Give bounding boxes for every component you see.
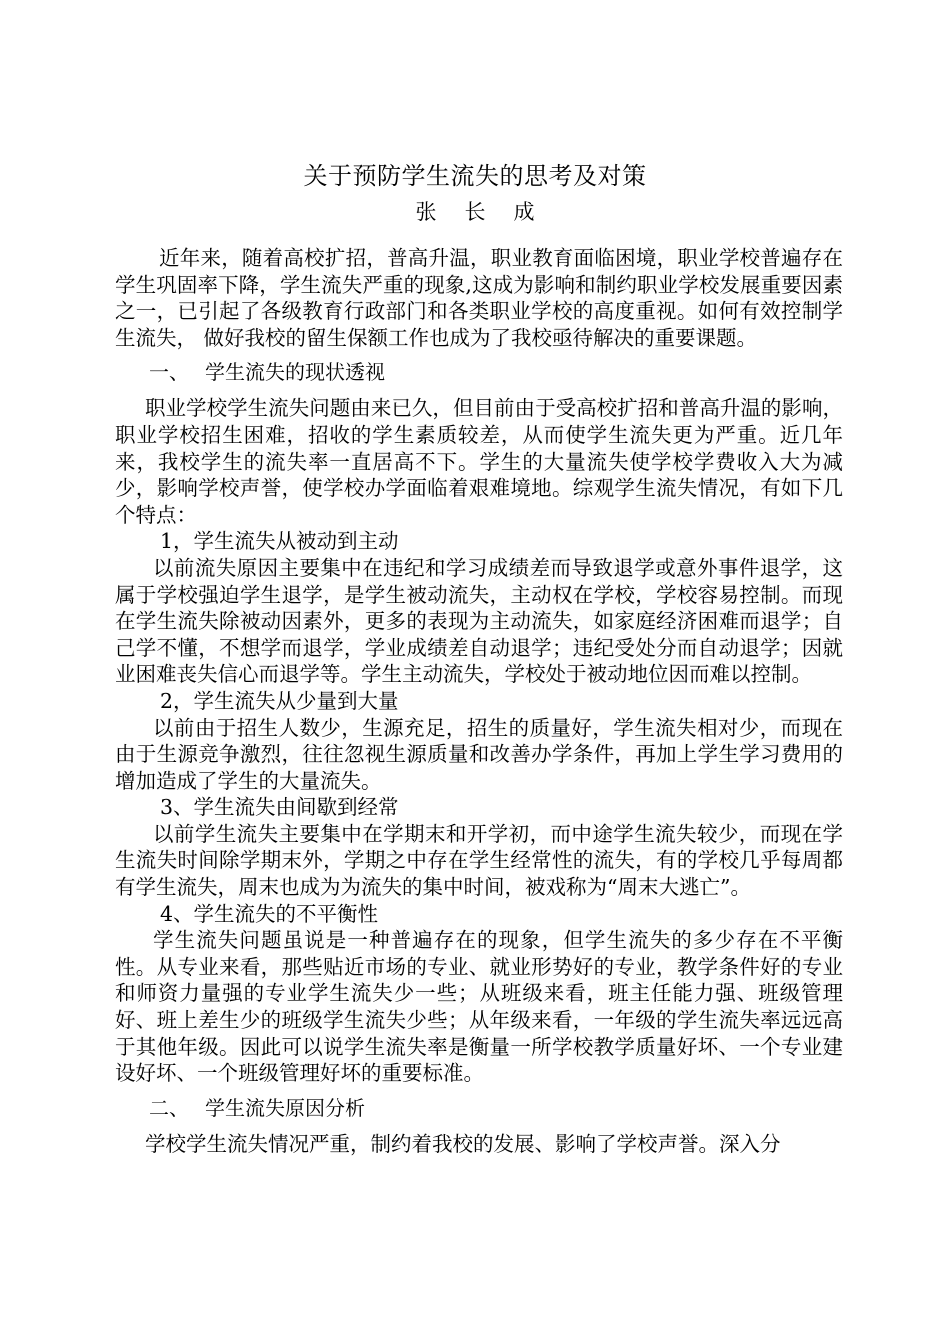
section-number: 一、 <box>149 360 189 385</box>
item-paragraph: 以前学生流失主要集中在学期末和开学初，而中途学生流失较少，而现在学生流失时间除学期末外，学期之中存在学生经常性的流失，有的学校几乎每周都有学生流失，周末也成为为流失的集中时间，被戏称为“周末大逃亡”。 <box>115 821 843 900</box>
intro-paragraph: 近年来，随着高校扩招，普高升温，职业教育面临困境，职业学校普遍存在学生巩固率下降，学生流失严重的现象,这成为影响和制约职业学校发展重要因素之一，已引起了各级教育行政部门和各类职业学校的高度重视。如何有效控制学生流失， 做好我校的留生保额工作也成为了我校亟待解决的重要课题。 <box>115 246 843 350</box>
item-heading: 2，学生流失从少量到大量 <box>160 688 399 713</box>
section-title: 学生流失原因分析 <box>205 1095 365 1120</box>
section-heading <box>115 359 843 385</box>
item-paragraph: 学生流失问题虽说是一种普遍存在的现象，但学生流失的多少存在不平衡性。从专业来看，那些贴近市场的专业、就业形势好的专业，教学条件好的专业和师资力量强的专业学生流失少一些；从班级来看，班主任能力强、班级管理好、班上差生少的班级学生流失少些；从年级来看，一年级的学生流失率远远高于其他年级。因此可以说学生流失率是衡量一所学校教学质量好坏、一个专业建设好坏、一个班级管理好坏的重要标准。 <box>115 928 843 1086</box>
spacer <box>115 1121 843 1131</box>
item-paragraph: 以前由于招生人数少，生源充足，招生的质量好，学生流失相对少，而现在由于生源竞争激烈，往往忽视生源质量和改善办学条件，再加上学生学习费用的增加造成了学生的大量流失。 <box>115 715 843 793</box>
spacer <box>115 351 843 359</box>
document-title: 关于预防学生流失的思考及对策 <box>303 162 647 190</box>
document-body <box>115 245 843 1157</box>
section-paragraph: 学校学生流失情况严重，制约着我校的发展、影响了学校声誉。深入分 <box>145 1131 781 1156</box>
item-heading: 4、学生流失的不平衡性 <box>160 901 379 926</box>
spacer <box>115 385 843 395</box>
section-paragraph: 职业学校学生流失问题由来已久，但目前由于受高校扩招和普高升温的影响，职业学校招生困难，招收的学生素质较差，从而使学生流失更为严重。近几年来，我校学生的流失率一直居高不下。学生的大量流失使学校学费收入大为减少，影响学校声誉，使学校办学面临着艰难境地。综观学生流失情况，有如下几个特点： <box>115 396 843 527</box>
document-author: 张长成 <box>415 200 563 224</box>
section-heading <box>115 1095 843 1121</box>
item-heading: 3、学生流失由间歇到经常 <box>160 795 399 820</box>
item-heading: 1，学生流失从被动到主动 <box>160 529 399 554</box>
section-title: 学生流失的现状透视 <box>205 360 385 385</box>
section-number: 二、 <box>149 1095 189 1120</box>
item-paragraph: 以前流失原因主要集中在违纪和学习成绩差而导致退学或意外事件退学，这属于学校强迫学生退学，是学生被动流失，主动权在学校，学校容易控制。而现在学生流失除被动因素外，更多的表现为主动流失，如家庭经济困难而退学；自己学不懂，不想学而退学，学业成绩差自动退学；违纪受处分而自动退学；因就业困难丧失信心而退学等。学生主动流失，学校处于被动地位因而难以控制。 <box>115 555 843 687</box>
spacer <box>115 1087 843 1095</box>
